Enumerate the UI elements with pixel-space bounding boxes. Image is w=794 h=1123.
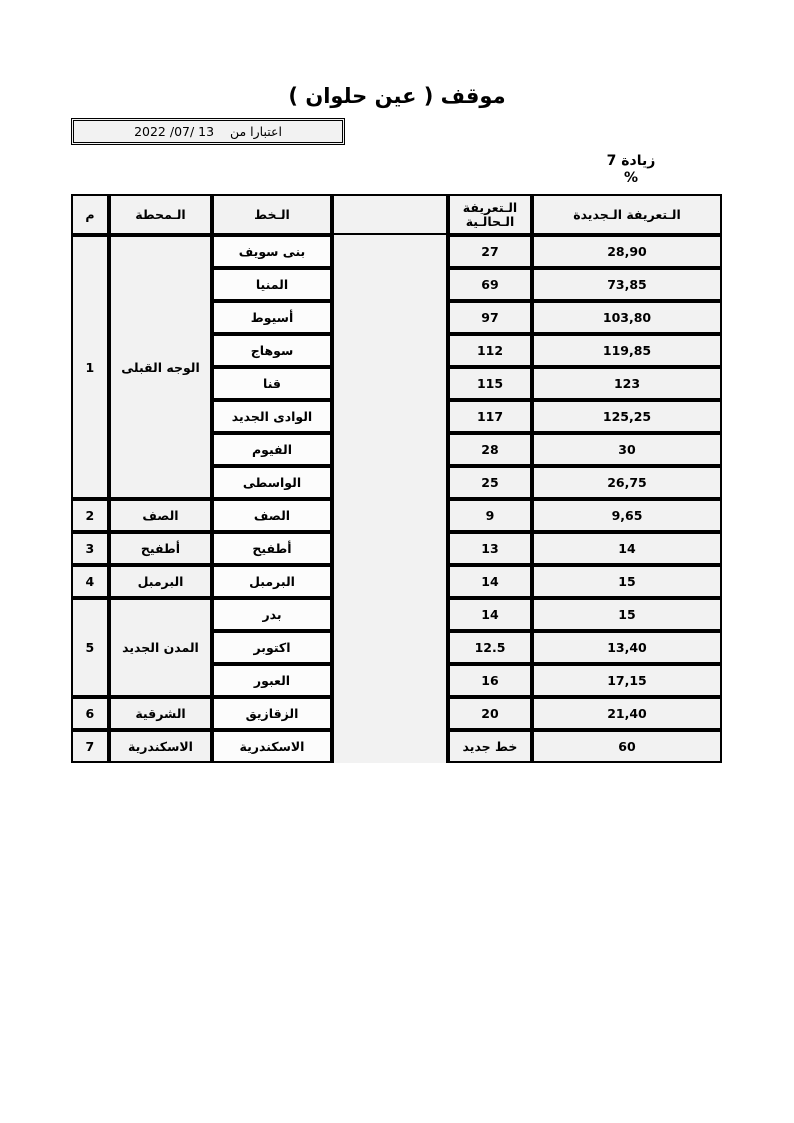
cell-current-tariff: خط جديد: [448, 730, 532, 763]
cell-new-tariff: 125,25: [532, 400, 722, 433]
table-body: [71, 235, 722, 763]
cell-new-tariff: 103,80: [532, 301, 722, 334]
cell-station: المدن الجديد: [109, 598, 212, 697]
header-current-tariff-line-1: الـتعريفة: [462, 199, 518, 215]
cell-station: الوجه القبلى: [109, 235, 212, 499]
cell-station: الاسكندرية: [109, 730, 212, 763]
cell-new-tariff: 123: [532, 367, 722, 400]
cell-new-tariff: 30: [532, 433, 722, 466]
cell-line: بنى سويف: [212, 235, 332, 268]
cell-current-tariff: 9: [448, 499, 532, 532]
cell-line: الوادى الجديد: [212, 400, 332, 433]
cell-row-number: 3: [71, 532, 109, 565]
cell-line: البرمبل: [212, 565, 332, 598]
header-number: م: [71, 194, 109, 235]
cell-line: قنا: [212, 367, 332, 400]
cell-row-number: 2: [71, 499, 109, 532]
cell-line: بدر: [212, 598, 332, 631]
header-current-tariff-line-2: الـحالـية: [465, 213, 515, 229]
cell-current-tariff: 16: [448, 664, 532, 697]
cell-row-number: 7: [71, 730, 109, 763]
cell-blank-column: [332, 235, 448, 763]
cell-current-tariff: 112: [448, 334, 532, 367]
cell-current-tariff: 27: [448, 235, 532, 268]
cell-current-tariff: 20: [448, 697, 532, 730]
cell-new-tariff: 15: [532, 565, 722, 598]
cell-station: الصف: [109, 499, 212, 532]
cell-new-tariff: 14: [532, 532, 722, 565]
page-title: موقف ( عين حلوان ): [288, 84, 506, 108]
table-header-row: [71, 194, 722, 235]
cell-line: الفيوم: [212, 433, 332, 466]
cell-new-tariff: 9,65: [532, 499, 722, 532]
cell-new-tariff: 21,40: [532, 697, 722, 730]
cell-current-tariff: 14: [448, 598, 532, 631]
cell-current-tariff: 115: [448, 367, 532, 400]
cell-line: الزقازيق: [212, 697, 332, 730]
cell-current-tariff: 69: [448, 268, 532, 301]
increase-note-line-2: %: [623, 170, 639, 186]
cell-current-tariff: 25: [448, 466, 532, 499]
header-new-tariff: الـتعريفة الـجديدة: [532, 194, 722, 235]
table-row: [71, 235, 722, 268]
cell-line: اكتوبر: [212, 631, 332, 664]
header-line: الـخط: [212, 194, 332, 235]
increase-note-line-1: زيادة 7: [606, 153, 656, 169]
cell-new-tariff: 26,75: [532, 466, 722, 499]
cell-line: المنيا: [212, 268, 332, 301]
cell-new-tariff: 15: [532, 598, 722, 631]
cell-row-number: 6: [71, 697, 109, 730]
header-station: الـمحطة: [109, 194, 212, 235]
cell-new-tariff: 73,85: [532, 268, 722, 301]
cell-line: سوهاج: [212, 334, 332, 367]
cell-new-tariff: 17,15: [532, 664, 722, 697]
cell-row-number: 5: [71, 598, 109, 697]
cell-new-tariff: 28,90: [532, 235, 722, 268]
cell-line: أسيوط: [212, 301, 332, 334]
cell-current-tariff: 117: [448, 400, 532, 433]
header-current-tariff: [448, 194, 532, 235]
cell-row-number: 4: [71, 565, 109, 598]
cell-line: الصف: [212, 499, 332, 532]
cell-row-number: 1: [71, 235, 109, 499]
cell-current-tariff: 28: [448, 433, 532, 466]
cell-station: البرمبل: [109, 565, 212, 598]
cell-line: الواسطى: [212, 466, 332, 499]
cell-new-tariff: 119,85: [532, 334, 722, 367]
tariff-table: [71, 194, 722, 763]
cell-current-tariff: 13: [448, 532, 532, 565]
increase-note: [540, 153, 722, 187]
cell-current-tariff: 14: [448, 565, 532, 598]
cell-current-tariff: 12.5: [448, 631, 532, 664]
cell-station: أطفيح: [109, 532, 212, 565]
cell-current-tariff: 97: [448, 301, 532, 334]
cell-line: العبور: [212, 664, 332, 697]
cell-line: الاسكندرية: [212, 730, 332, 763]
cell-new-tariff: 13,40: [532, 631, 722, 664]
cell-new-tariff: 60: [532, 730, 722, 763]
effective-date-box: [71, 118, 345, 145]
cell-station: الشرقية: [109, 697, 212, 730]
header-blank-column: [332, 194, 448, 235]
effective-date-text: اعتبارا من 13 /07/ 2022: [134, 124, 282, 139]
cell-line: أطفيح: [212, 532, 332, 565]
